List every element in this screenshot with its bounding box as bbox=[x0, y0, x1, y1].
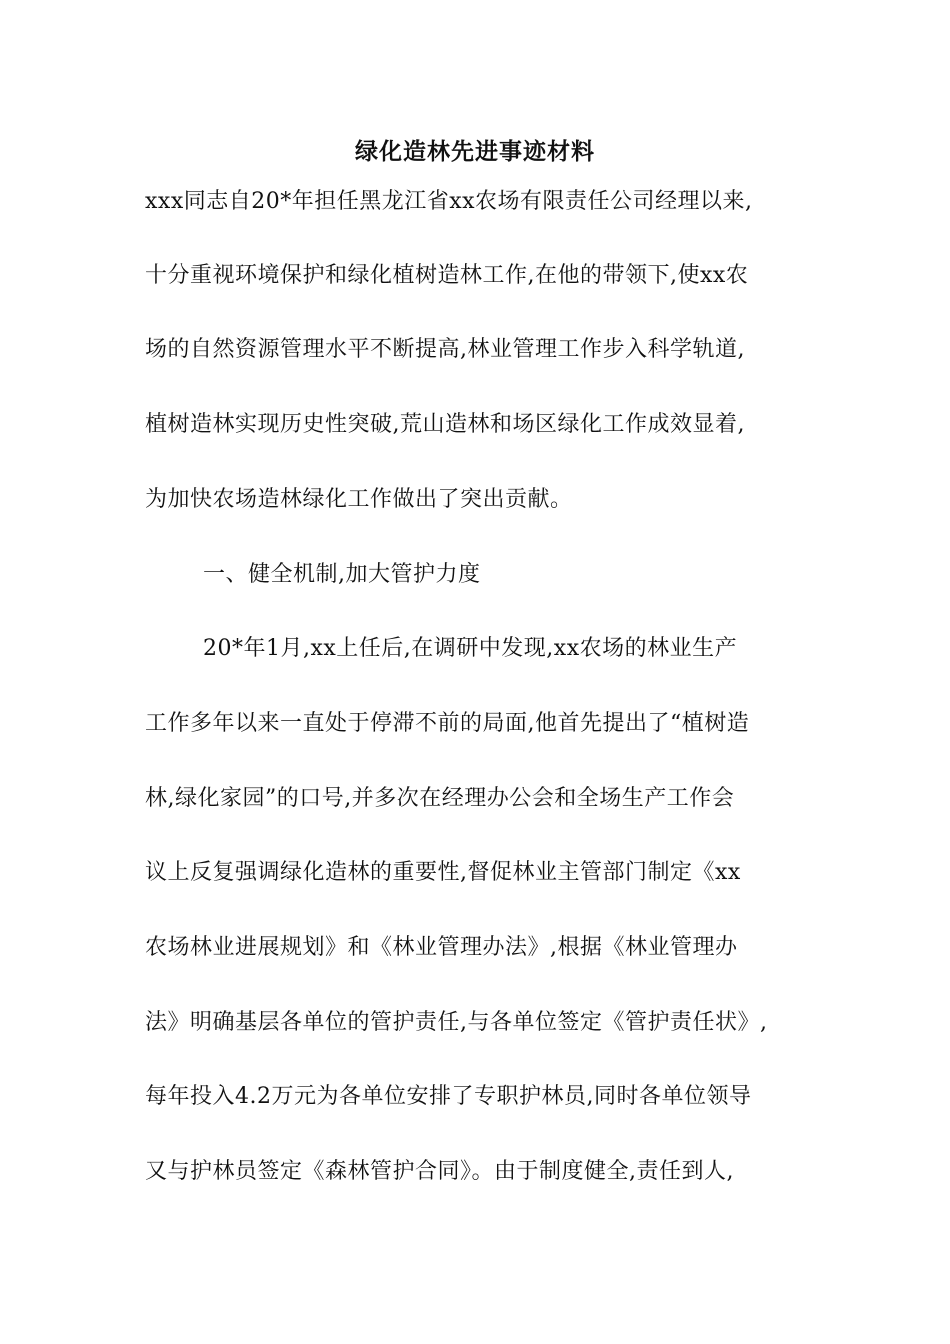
text-line: 场的自然资源管理水平不断提高,林业管理工作步入科学轨道, bbox=[145, 337, 745, 362]
text-line: 植树造林实现历史性突破,荒山造林和场区绿化工作成效显着, bbox=[145, 412, 745, 437]
text-line: 林,绿化家园”的口号,并多次在经理办公会和全场生产工作会 bbox=[145, 786, 735, 811]
text-line: 农场林业进展规划》和《林业管理办法》,根据《林业管理办 bbox=[145, 935, 738, 960]
text-line: 法》明确基层各单位的管护责任,与各单位签定《管护责任状》, bbox=[145, 1010, 768, 1035]
document-title: 绿化造林先进事迹材料 bbox=[355, 139, 595, 165]
text-line: 议上反复强调绿化造林的重要性,督促林业主管部门制定《xx bbox=[145, 860, 741, 885]
text-line: 20*年1月,xx上任后,在调研中发现,xx农场的林业生产 bbox=[203, 636, 738, 661]
text-line: 又与护林员签定《森林管护合同》。由于制度健全,责任到人, bbox=[145, 1159, 734, 1184]
text-line: 为加快农场造林绿化工作做出了突出贡献。 bbox=[145, 487, 573, 512]
section-heading: 一、健全机制,加大管护力度 bbox=[203, 562, 481, 587]
text-line: 十分重视环境保护和绿化植树造林工作,在他的带领下,使xx农 bbox=[145, 263, 749, 288]
text-line: 工作多年以来一直处于停滞不前的局面,他首先提出了“植树造 bbox=[145, 711, 750, 736]
text-line: xxx同志自20*年担任黑龙江省xx农场有限责任公司经理以来, bbox=[145, 189, 753, 214]
text-line: 每年投入4.2万元为各单位安排了专职护林员,同时各单位领导 bbox=[145, 1084, 752, 1109]
